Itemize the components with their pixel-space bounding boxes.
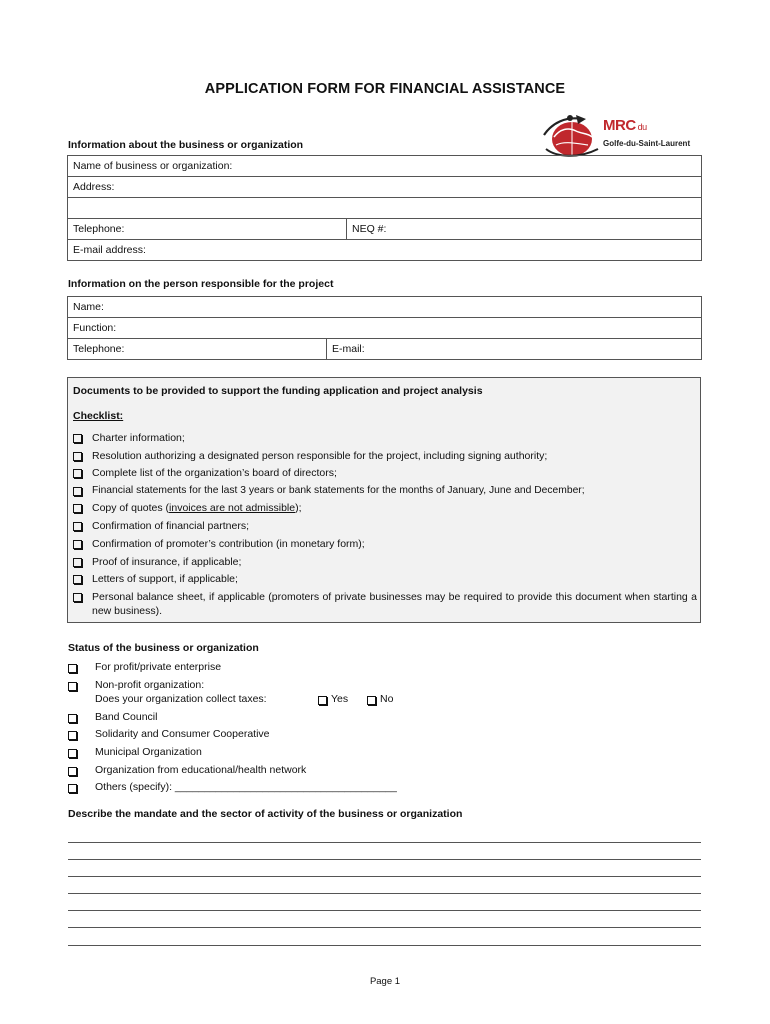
taxes-yes-label: Yes — [331, 693, 349, 705]
business-section-heading: Information about the business or organization — [68, 139, 304, 151]
application-form-page: APPLICATION FORM FOR FINANCIAL ASSISTANCE MRC du Golfe-du-Saint-Laurent Information about the business or organization Name of business or organization: Address: Telephone: NEQ #: E-mail address: Information on the person responsible for the project Name: Function: Telephone: E-mail: Documents to be provided to support the funding application and project analysis Checklist: Charter information; Resolution authorizing a designated person responsible for the project, including signing authority; Complete list of the organization’s board of directors; Financial statements for the last 3 years or bank statements for the months of January, June and December; Copy of quotes (invoices are not admissible); Confirmation of financial partners; Confirmation of promoter’s contribution (in monetary form); Proof of insurance, if applicable; Letters of support, if applicable; Personal balance sheet, if applicable (promoters of private businesses may be required to provide this document when starting a new business). Status of the business or organization For profit/private enterprise Non-profit organization: Does your organization collect taxes: Yes No Band Council Solidarity and Consumer Cooperative Municipal Organization Organization from educational/health network Others (specify): ______________________________________ Describe the mandate and the sector of activity of the business or organization Page 1 — [0, 0, 770, 1024]
quotes-note: invoices are not admissible — [169, 502, 296, 514]
documents-heading: Documents to be provided to support the funding application and project analysis — [73, 385, 483, 397]
checkbox[interactable] — [73, 540, 82, 549]
checklist-item: Confirmation of financial partners; — [73, 519, 697, 533]
checkbox[interactable] — [68, 682, 77, 691]
mandate-line[interactable] — [68, 876, 701, 877]
person-email-field[interactable]: E-mail: — [327, 339, 702, 360]
checklist-item: Letters of support, if applicable; — [73, 572, 697, 586]
telephone-field[interactable]: Telephone: — [68, 219, 347, 240]
person-name-field[interactable]: Name: — [68, 297, 702, 318]
business-info-table — [67, 155, 702, 261]
checkbox[interactable] — [68, 731, 77, 740]
mrc-logo — [542, 113, 704, 159]
mandate-line[interactable] — [68, 910, 701, 911]
person-section-heading: Information on the person responsible for the project — [68, 278, 334, 290]
taxes-no-checkbox[interactable] — [367, 696, 376, 705]
checkbox[interactable] — [73, 452, 82, 461]
taxes-no-label: No — [380, 693, 394, 705]
checkbox[interactable] — [68, 784, 77, 793]
mandate-line[interactable] — [68, 859, 701, 860]
taxes-question: Does your organization collect taxes: — [95, 693, 267, 705]
mandate-line[interactable] — [68, 945, 701, 946]
checkbox[interactable] — [73, 558, 82, 567]
checkbox[interactable] — [73, 575, 82, 584]
neq-field[interactable]: NEQ #: — [347, 219, 702, 240]
mandate-line[interactable] — [68, 893, 701, 894]
checklist-label: Checklist: — [73, 410, 124, 422]
status-section-heading: Status of the business or organization — [68, 642, 259, 654]
logo-subtitle: Golfe-du-Saint-Laurent — [603, 139, 691, 148]
checkbox[interactable] — [73, 593, 82, 602]
checklist-item: Copy of quotes (invoices are not admissible); — [73, 501, 697, 515]
checkbox[interactable] — [73, 434, 82, 443]
checklist-item: Complete list of the organization’s board of directors; — [73, 466, 697, 480]
checklist-item: Resolution authorizing a designated person responsible for the project, including signing authority; — [73, 449, 697, 463]
page-title: APPLICATION FORM FOR FINANCIAL ASSISTANCE — [204, 81, 566, 97]
checkbox[interactable] — [73, 487, 82, 496]
checklist-item: Charter information; — [73, 431, 697, 445]
checkbox[interactable] — [73, 522, 82, 531]
globe-logo-icon — [542, 113, 602, 159]
address-field-line2[interactable] — [68, 198, 702, 219]
documents-box — [67, 377, 701, 623]
business-name-field[interactable]: Name of business or organization: — [68, 156, 702, 177]
mandate-line[interactable] — [68, 842, 701, 843]
checklist-item: Proof of insurance, if applicable; — [73, 555, 697, 569]
address-field[interactable]: Address: — [68, 177, 702, 198]
taxes-yes-checkbox[interactable] — [318, 696, 327, 705]
mandate-section-heading: Describe the mandate and the sector of activity of the business or organization — [68, 808, 463, 820]
person-telephone-field[interactable]: Telephone: — [68, 339, 327, 360]
page-number: Page 1 — [369, 976, 401, 987]
logo-brand: MRC du — [603, 117, 647, 134]
checklist-item: Financial statements for the last 3 years or bank statements for the months of January, June and December; — [73, 484, 697, 498]
checkbox[interactable] — [73, 504, 82, 513]
checkbox[interactable] — [68, 749, 77, 758]
checkbox[interactable] — [68, 664, 77, 673]
person-info-table — [67, 296, 702, 360]
checklist-item: Confirmation of promoter’s contribution (in monetary form); — [73, 537, 697, 551]
checklist-item: Personal balance sheet, if applicable (promoters of private businesses may be required to provide this document when starting a new business). — [73, 590, 697, 618]
mandate-line[interactable] — [68, 927, 701, 928]
checkbox[interactable] — [68, 767, 77, 776]
checkbox[interactable] — [73, 469, 82, 478]
function-field[interactable]: Function: — [68, 318, 702, 339]
checkbox[interactable] — [68, 714, 77, 723]
email-address-field[interactable]: E-mail address: — [68, 240, 702, 261]
